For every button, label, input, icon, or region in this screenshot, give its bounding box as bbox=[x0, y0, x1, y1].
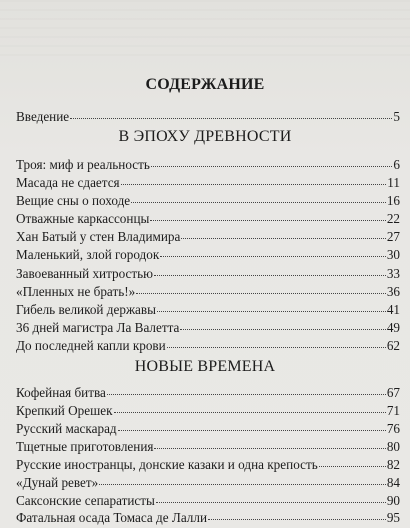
toc-dot-leader bbox=[150, 208, 385, 221]
toc-entry bbox=[16, 336, 400, 356]
toc-entry-title: Русские иностранцы, донские казаки и одна крепость bbox=[16, 457, 318, 472]
toc-dot-leader bbox=[118, 418, 386, 431]
toc-entry-title: Вещие сны о походе bbox=[16, 193, 131, 208]
toc-dot-leader bbox=[131, 190, 386, 203]
previous-page-shadow bbox=[0, 0, 410, 60]
toc-entry-page: 16 bbox=[386, 193, 400, 208]
toc-entry-title: Хан Батый у стен Владимира bbox=[16, 229, 181, 244]
toc-entry-page: 41 bbox=[386, 302, 400, 317]
toc-dot-leader bbox=[181, 226, 385, 239]
toc-entry-page: 84 bbox=[386, 475, 400, 490]
toc-dot-leader bbox=[107, 382, 386, 395]
toc-entry-title: Тщетные приготовления bbox=[16, 439, 154, 454]
toc-entry bbox=[16, 508, 400, 528]
toc-dot-leader bbox=[70, 106, 392, 119]
toc-entry-page: 76 bbox=[386, 421, 400, 436]
section-heading-ancient: В ЭПОХУ ДРЕВНОСТИ bbox=[118, 128, 292, 145]
toc-entry-page: 11 bbox=[387, 175, 400, 190]
toc-dot-leader bbox=[121, 172, 387, 185]
toc-dot-leader bbox=[157, 299, 386, 312]
toc-entry-page: 49 bbox=[386, 320, 400, 335]
toc-dot-leader bbox=[136, 281, 386, 294]
toc-entry-page: 30 bbox=[386, 247, 400, 262]
toc-entry-page: 5 bbox=[393, 109, 400, 124]
toc-entry-page: 27 bbox=[386, 229, 400, 244]
toc-dot-leader bbox=[114, 400, 386, 413]
toc-entry-title: Маленький, злой городок bbox=[16, 247, 160, 262]
toc-dot-leader bbox=[180, 317, 385, 330]
toc-entry-page: 82 bbox=[386, 457, 400, 472]
toc-entry-intro bbox=[16, 107, 400, 127]
toc-dot-leader bbox=[151, 154, 393, 167]
toc-entry-title: Гибель великой державы bbox=[16, 302, 156, 317]
section-heading-modern: НОВЫЕ ВРЕМЕНА bbox=[134, 358, 276, 375]
toc-entry-title: 36 дней магистра Ла Валетта bbox=[16, 320, 180, 335]
toc-entry-title: Саксонские сепаратисты bbox=[16, 493, 155, 508]
toc-entry-title: Крепкий Орешек bbox=[16, 403, 113, 418]
toc-entry-title: Введение bbox=[16, 109, 70, 124]
toc-dot-leader bbox=[156, 490, 386, 503]
toc-dot-leader bbox=[99, 472, 386, 485]
toc-entry-title: Завоеванный хитростью bbox=[16, 266, 154, 281]
toc-dot-leader bbox=[319, 454, 386, 467]
toc-entry-title: Масада не сдается bbox=[16, 175, 120, 190]
toc-entry-page: 95 bbox=[386, 510, 400, 525]
toc-entry-title: Фатальная осада Томаса де Лалли bbox=[16, 510, 208, 525]
toc-entry-title: Русский маскарад bbox=[16, 421, 117, 436]
toc-entry-page: 36 bbox=[386, 284, 400, 299]
toc-entry-title: «Дунай ревет» bbox=[16, 475, 99, 490]
toc-dot-leader bbox=[208, 507, 386, 520]
toc-entry-page: 6 bbox=[393, 157, 400, 172]
toc-entry-page: 71 bbox=[386, 403, 400, 418]
toc-dot-leader bbox=[167, 335, 386, 348]
contents-heading: СОДЕРЖАНИЕ bbox=[145, 76, 265, 93]
toc-entry-page: 80 bbox=[386, 439, 400, 454]
toc-dot-leader bbox=[160, 244, 386, 257]
toc-dot-leader bbox=[154, 263, 386, 276]
toc-entry-title: До последней капли крови bbox=[16, 338, 166, 353]
toc-entry-title: Кофейная битва bbox=[16, 385, 106, 400]
toc-entry-page: 33 bbox=[386, 266, 400, 281]
toc-entry-title: Отважные каркассонцы bbox=[16, 211, 150, 226]
toc-entry bbox=[16, 245, 400, 265]
toc-dot-leader bbox=[154, 436, 385, 449]
toc-entry-page: 90 bbox=[386, 493, 400, 508]
toc-entry-page: 62 bbox=[386, 338, 400, 353]
toc-entry-page: 67 bbox=[386, 385, 400, 400]
toc-entry-title: «Пленных не брать!» bbox=[16, 284, 136, 299]
toc-entry-page: 22 bbox=[386, 211, 400, 226]
toc-entry-title: Троя: миф и реальность bbox=[16, 157, 150, 172]
